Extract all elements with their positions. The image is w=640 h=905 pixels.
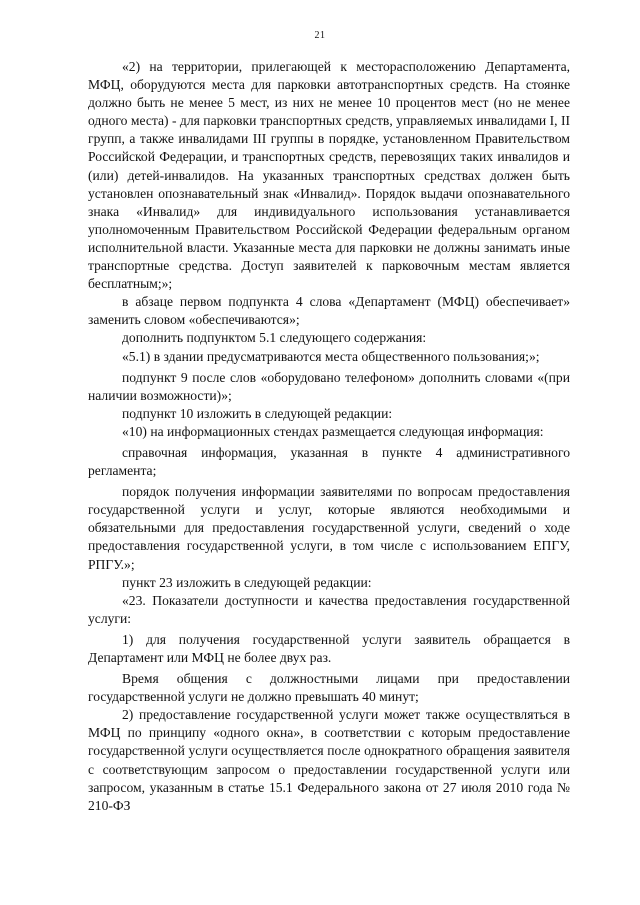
paragraph-indicator-1: 1) для получения государственной услуги заявитель обращается в Департамент или МФЦ не более двух раз. — [88, 631, 570, 665]
paragraph-reference-info: справочная информация, указанная в пункте 4 административного регламента; — [88, 444, 570, 479]
paragraph-point-23-intro: пункт 23 изложить в следующей редакции: — [122, 574, 372, 590]
paragraph-subpoint-10-intro: подпункт 10 изложить в следующей редакции: — [122, 405, 393, 421]
paragraph-amend-subpoint-4: в абзаце первом подпункта 4 слова «Департамент (МФЦ) обеспечивает» заменить словом «обеспечиваются»; — [88, 294, 570, 328]
document-body — [88, 58, 570, 815]
paragraph-add-subpoint-5-1: дополнить подпунктом 5.1 следующего содержания: — [122, 330, 427, 346]
paragraph-subpoint-5-1: «5.1) в здании предусматриваются места общественного пользования;»; — [122, 348, 540, 364]
paragraph-parking: «2) на территории, прилегающей к месторасположению Департамента, МФЦ, оборудуются места для парковки автотранспортных средств. На стоянке должно быть не менее 5 мест, из них не менее 10 процентов мест (но не менее одного места) - для парковки транспортных средств, управляемых инвалидами I, II групп, а также инвалидами III группы в порядке, установленном Правительством Российской Федерации, и транспортных средств, перевозящих таких инвалидов и (или) детей-инвалидов. На указанных транспортных средствах должен быть установлен опознавательный знак «Инвалид». Порядок выдачи опознавательного знака «Инвалид» для индивидуального использования устанавливается уполномоченным Правительством Российской Федерации федеральным органом исполнительной власти. Указанные места для парковки не должны занимать иные транспортные средства. Доступ заявителей к парковочным местам является бесплатным;»; — [88, 59, 570, 292]
page-number: 21 — [314, 30, 326, 41]
paragraph-info-procedure: порядок получения информации заявителями по вопросам предоставления государственной услуги и услуг, которые являются необходимыми и обязательными для предоставления государственной услуги, сведений о ходе предоставления государственной услуги, в том числе с использованием ЕПГУ, РПГУ.»; — [88, 484, 570, 572]
paragraph-indicator-2: 2) предоставление государственной услуги может также осуществляться в МФЦ по принципу «одного окна», в соответствии с которым предоставление государственной услуги осуществляется после однократного обращения заявителя с соответствующим запросом о предоставлении государственной услуги или запросом, указанным в статье 15.1 Федерального закона от 27 июля 2010 года № 210-ФЗ — [88, 707, 570, 813]
paragraph-point-23: «23. Показатели доступности и качества предоставления государственной услуги: — [88, 592, 570, 626]
paragraph-communication-time: Время общения с должностными лицами при предоставлении государственной услуги не должно превышать 40 минут; — [88, 671, 570, 705]
paragraph-subpoint-10: «10) на информационных стендах размещается следующая информация: — [122, 423, 544, 439]
paragraph-subpoint-9: подпункт 9 после слов «оборудовано телефоном» дополнить словами «(при наличии возможности)»; — [88, 369, 570, 403]
